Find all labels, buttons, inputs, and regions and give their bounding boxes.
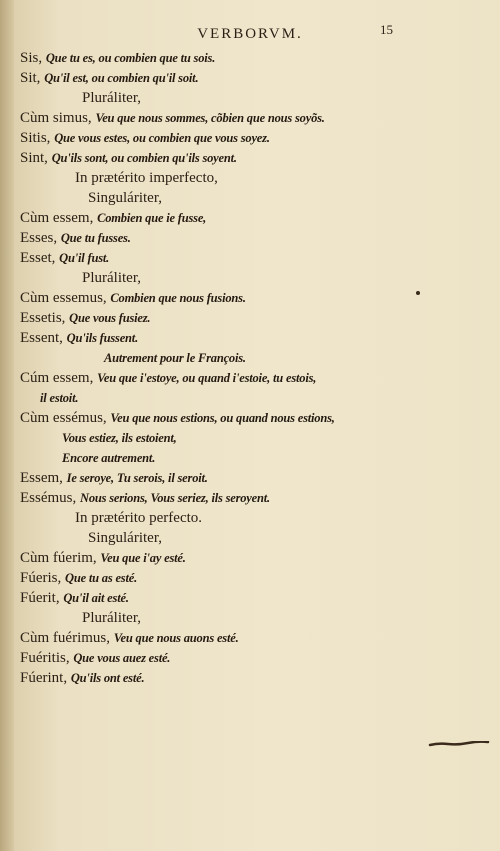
- latin-form: Cùm essem,: [20, 210, 94, 226]
- latin-form: Cùm essémus,: [20, 410, 107, 426]
- french-gloss: Qu'ils fussent.: [66, 331, 139, 345]
- french-gloss: Qu'ils sont, ou combien qu'ils soyent.: [51, 151, 237, 165]
- text-line: [20, 468, 480, 488]
- french-gloss: Que tu fusses.: [60, 231, 131, 245]
- text-line: [20, 668, 480, 688]
- ink-spot: [416, 291, 420, 295]
- section-heading: Singuláriter,: [88, 530, 162, 546]
- french-gloss: Que tu es, ou combien que tu sois.: [45, 51, 216, 65]
- latin-form: Esset,: [20, 250, 56, 266]
- french-gloss: Que vous fusiez.: [69, 311, 151, 325]
- text-line: [20, 548, 480, 568]
- ink-stroke-mark: [428, 741, 490, 747]
- french-gloss: Veu que nous sommes, cõbien que nous soyõs.: [95, 111, 325, 125]
- text-line: [20, 648, 480, 668]
- text-line: [20, 248, 480, 268]
- latin-form: Sit,: [20, 70, 41, 86]
- conjugation-text: [20, 48, 480, 688]
- text-line: [20, 308, 480, 328]
- latin-form: Cùm essemus,: [20, 290, 107, 306]
- french-gloss: Que vous estes, ou combien que vous soyez.: [54, 131, 270, 145]
- french-gloss: Qu'il ait esté.: [63, 591, 129, 605]
- french-gloss: Veu que i'estoye, ou quand i'estoie, tu estois,: [97, 371, 317, 385]
- latin-form: Essémus,: [20, 490, 77, 506]
- french-gloss: Qu'il est, ou combien qu'il soit.: [44, 71, 199, 85]
- text-line: [20, 208, 480, 228]
- section-note: Encore autrement.: [62, 451, 156, 465]
- section-heading: Pluráliter,: [82, 610, 141, 626]
- latin-form: Essent,: [20, 330, 63, 346]
- text-line: [20, 108, 480, 128]
- french-gloss: Veu que nous auons esté.: [113, 631, 239, 645]
- latin-form: Sitis,: [20, 130, 51, 146]
- french-gloss: Nous serions, Vous seriez, ils seroyent.: [80, 491, 270, 505]
- text-line: [20, 588, 480, 608]
- section-note: Autrement pour le François.: [104, 351, 246, 365]
- latin-form: Cùm fúerim,: [20, 550, 97, 566]
- text-line: [20, 628, 480, 648]
- text-line: [20, 488, 480, 508]
- section-heading: Singuláriter,: [88, 190, 162, 206]
- french-gloss: Ie seroye, Tu serois, il seroit.: [66, 471, 208, 485]
- latin-form: Essem,: [20, 470, 63, 486]
- section-heading: In prætérito perfecto.: [75, 510, 203, 526]
- text-line: [20, 368, 480, 388]
- french-gloss: Qu'il fust.: [59, 251, 110, 265]
- latin-form: Fuéritis,: [20, 650, 70, 666]
- continuation-line: Vous estiez, ils estoient,: [62, 431, 177, 445]
- french-gloss: Qu'ils ont esté.: [70, 671, 145, 685]
- latin-form: Esses,: [20, 230, 58, 246]
- latin-form: Fúerit,: [20, 590, 60, 606]
- section-heading: Pluráliter,: [82, 90, 141, 106]
- text-line: [20, 568, 480, 588]
- latin-form: Cùm simus,: [20, 110, 92, 126]
- page-number: 15: [380, 22, 393, 37]
- text-line: [20, 68, 480, 88]
- latin-form: Sint,: [20, 150, 48, 166]
- text-line: [20, 328, 480, 348]
- text-line: [20, 408, 480, 428]
- french-gloss: Veu que nous estions, ou quand nous estions,: [110, 411, 335, 425]
- latin-form: Cúm essem,: [20, 370, 94, 386]
- french-gloss: Combien que nous fusions.: [110, 291, 246, 305]
- french-gloss: Veu que i'ay esté.: [100, 551, 186, 565]
- latin-form: Fúerint,: [20, 670, 68, 686]
- section-heading: Pluráliter,: [82, 270, 141, 286]
- running-title: VERBORVM.: [197, 26, 303, 42]
- text-line: [20, 148, 480, 168]
- text-line: [20, 288, 480, 308]
- latin-form: Fúeris,: [20, 570, 62, 586]
- continuation-line: il estoit.: [40, 391, 79, 405]
- text-line: [20, 228, 480, 248]
- latin-form: Sis,: [20, 50, 43, 66]
- section-heading: In prætérito imperfecto,: [75, 170, 218, 186]
- latin-form: Cùm fuérimus,: [20, 630, 110, 646]
- text-line: [20, 128, 480, 148]
- latin-form: Essetis,: [20, 310, 66, 326]
- french-gloss: Que tu as esté.: [65, 571, 138, 585]
- french-gloss: Combien que ie fusse,: [97, 211, 207, 225]
- text-line: [20, 48, 480, 68]
- french-gloss: Que vous auez esté.: [73, 651, 171, 665]
- page-gutter-edge: [0, 0, 14, 851]
